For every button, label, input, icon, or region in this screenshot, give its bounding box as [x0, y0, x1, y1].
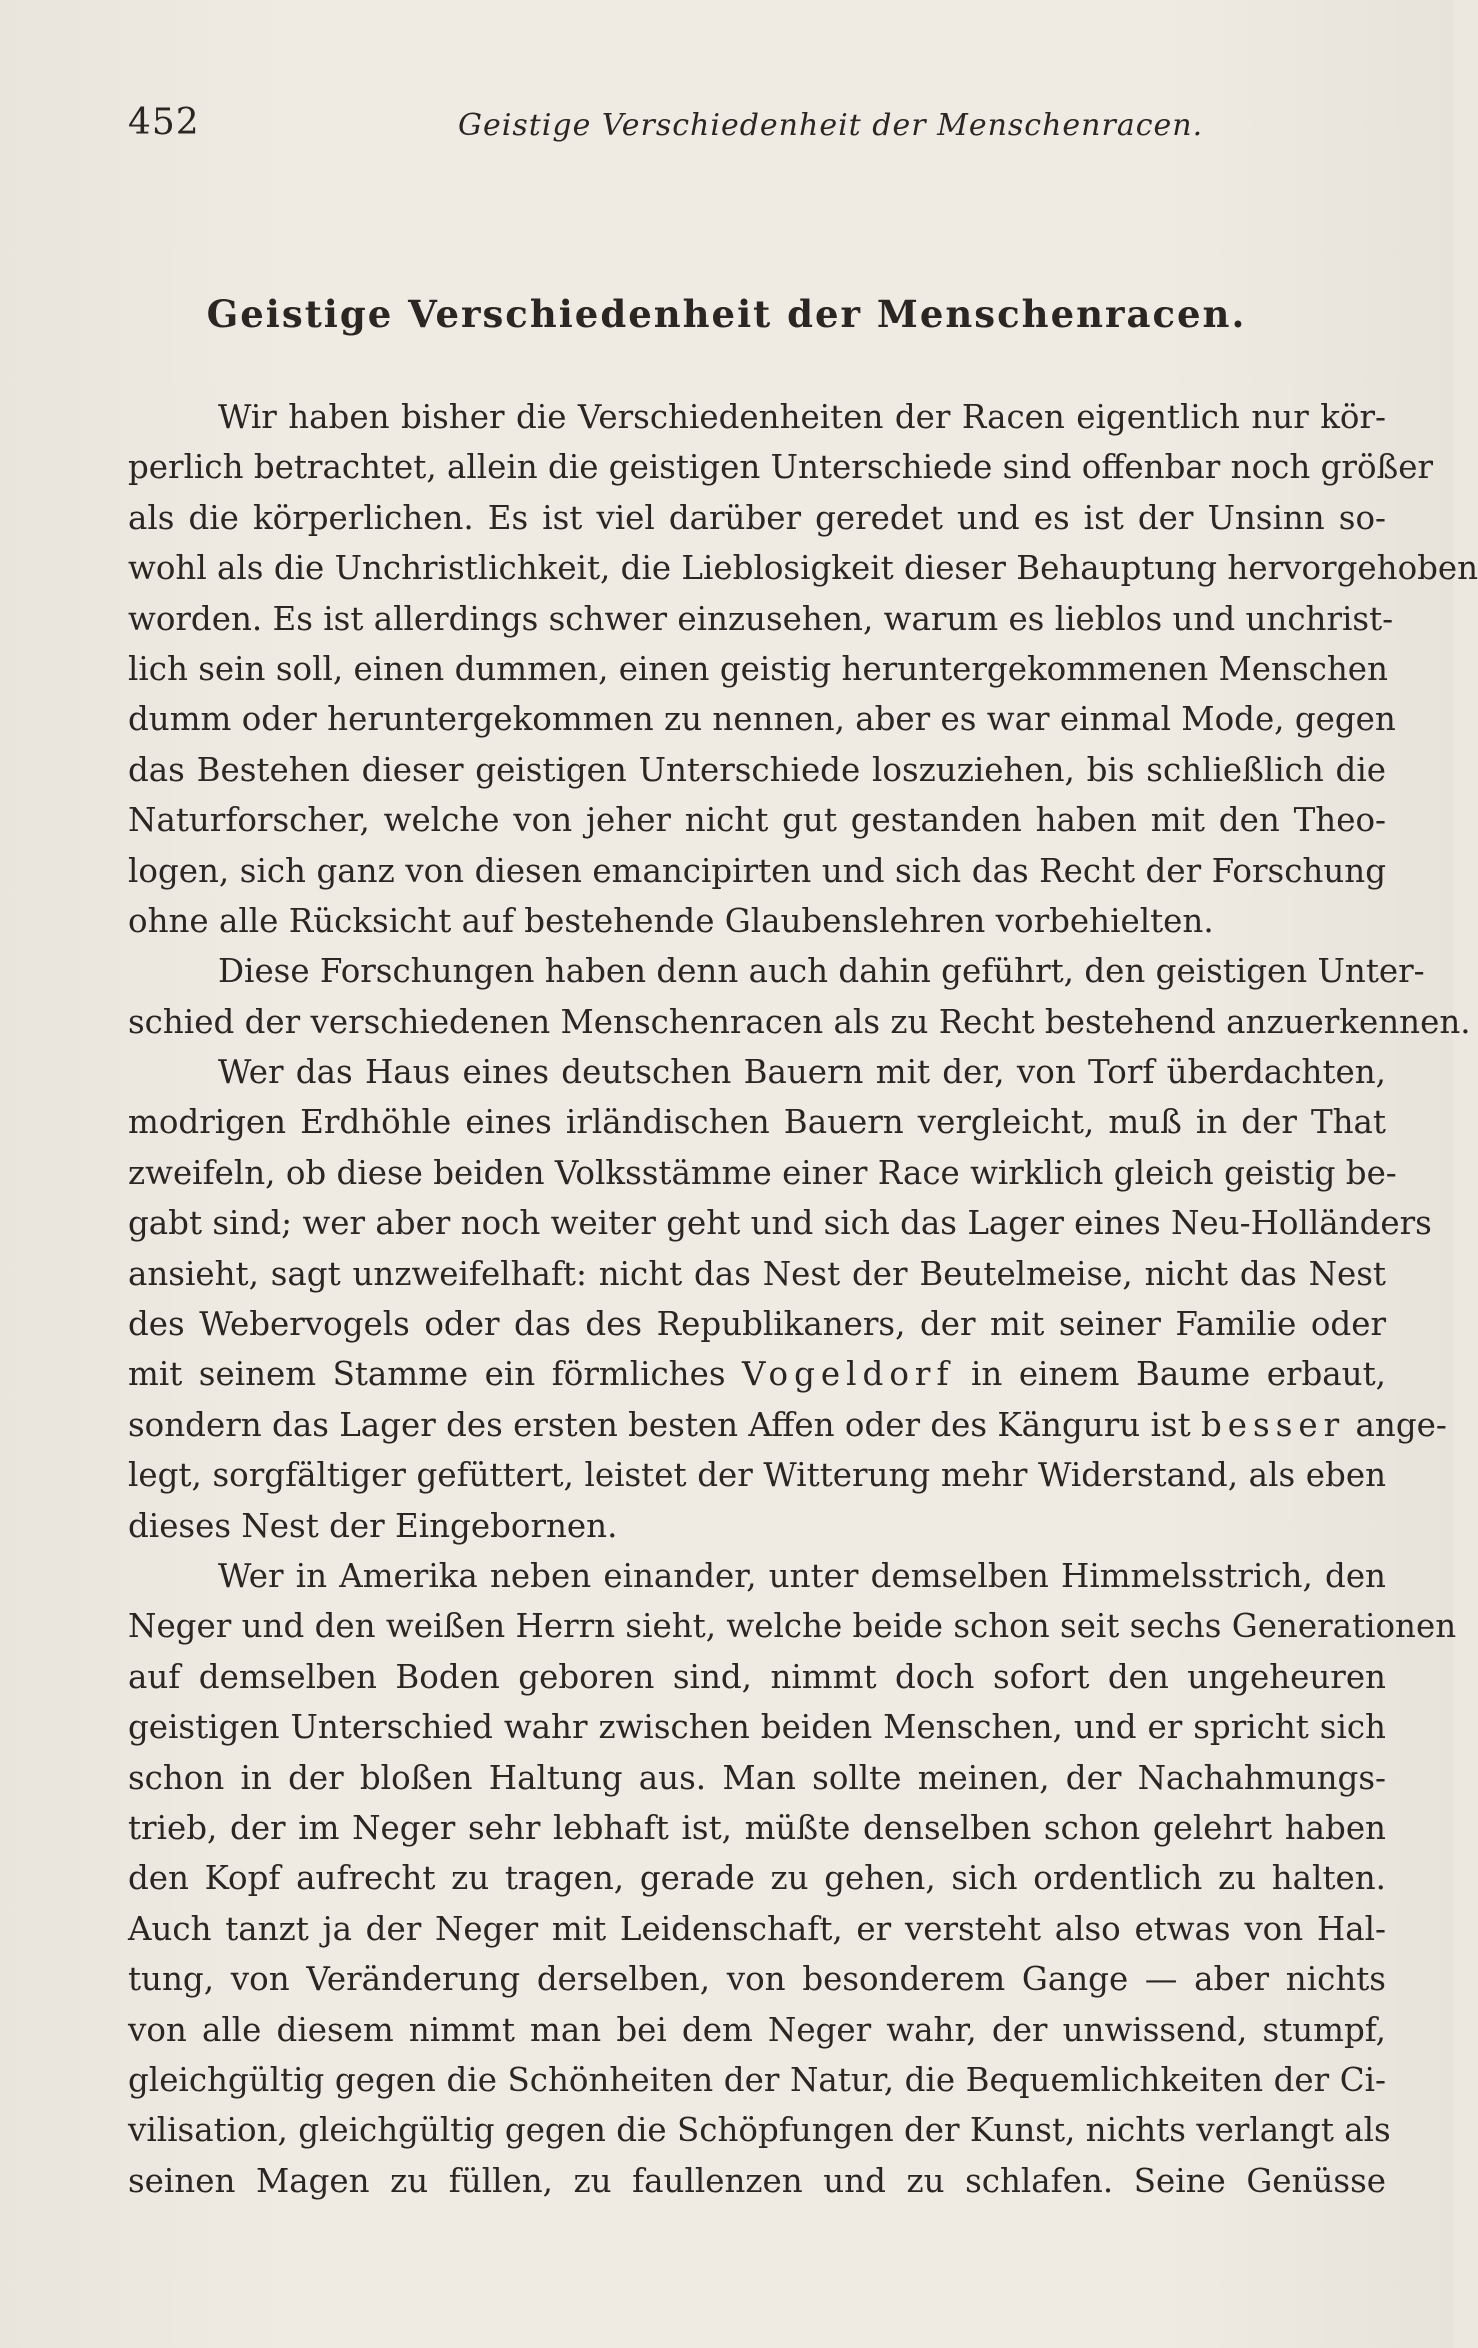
emphasized-word: besser: [1201, 1405, 1346, 1444]
text-line: lich sein soll, einen dummen, einen geistig heruntergekommenen Menschen: [128, 649, 1388, 688]
text-line-emphasis: [128, 1400, 1447, 1450]
text-line: Wir haben bisher die Verschiedenheiten der Racen eigentlich nur kör-: [218, 398, 1386, 436]
text-line: auf demselben Boden geboren sind, nimmt doch sofort den ungeheuren: [128, 1657, 1386, 1696]
text-line: Diese Forschungen haben denn auch dahin geführt, den geistigen Unter-: [218, 952, 1425, 991]
text-segment: in einem Baume erbaut,: [970, 1355, 1386, 1394]
text-segment: sondern das Lager des ersten besten Affen oder des Känguru ist: [128, 1405, 1191, 1444]
text-segment: ange-: [1355, 1405, 1447, 1444]
text-line: dumm oder heruntergekommen zu nennen, aber es war einmal Mode, gegen: [128, 700, 1396, 739]
text-line: perlich betrachtet, allein die geistigen Unterschiede sind offenbar noch größer: [128, 448, 1433, 487]
text-line: modrigen Erdhöhle eines irländischen Bauern vergleicht, muß in der That: [128, 1103, 1386, 1142]
text-line: gabt sind; wer aber noch weiter geht und sich das Lager eines Neu-Holländers: [128, 1204, 1432, 1243]
text-line: ohne alle Rücksicht auf bestehende Glaubenslehren vorbehielten.: [128, 901, 1214, 940]
text-line: worden. Es ist allerdings schwer einzusehen, warum es lieblos und unchrist-: [128, 599, 1394, 638]
text-line-emphasis: [128, 1349, 1386, 1399]
running-title: Geistige Verschiedenheit der Menschenracen.: [458, 108, 1204, 143]
text-line: schon in der bloßen Haltung aus. Man sollte meinen, der Nachahmungs-: [128, 1758, 1386, 1797]
chapter-title: Geistige Verschiedenheit der Menschenracen.: [206, 292, 1247, 336]
text-segment: mit seinem Stamme ein förmliches: [128, 1355, 726, 1394]
running-head: [128, 102, 1378, 152]
text-line: schied der verschiedenen Menschenracen als zu Recht bestehend anzuerkennen.: [128, 1002, 1471, 1041]
text-line: Wer das Haus eines deutschen Bauern mit der, von Torf überdachten,: [218, 1053, 1386, 1092]
text-line: seinen Magen zu füllen, zu faullenzen und zu schlafen. Seine Genüsse: [128, 2161, 1386, 2200]
text-line: wohl als die Unchristlichkeit, die Lieblosigkeit dieser Behauptung hervorgehoben: [128, 549, 1478, 588]
text-line: zweifeln, ob diese beiden Volksstämme einer Race wirklich gleich geistig be-: [128, 1153, 1397, 1192]
body-text: [128, 392, 1478, 2206]
text-line: des Webervogels oder das des Republikaners, der mit seiner Familie oder: [128, 1305, 1386, 1344]
text-line: Naturforscher, welche von jeher nicht gut gestanden haben mit den Theo-: [128, 801, 1386, 840]
text-line: vilisation, gleichgültig gegen die Schöpfungen der Kunst, nichts verlangt als: [128, 2111, 1391, 2150]
page-number: 452: [128, 102, 200, 143]
text-line: Auch tanzt ja der Neger mit Leidenschaft, er versteht also etwas von Hal-: [128, 1909, 1386, 1948]
emphasized-word: Vogeldorf: [742, 1355, 955, 1394]
text-line: ansieht, sagt unzweifelhaft: nicht das Nest der Beutelmeise, nicht das Nest: [128, 1254, 1386, 1293]
text-line: gleichgültig gegen die Schönheiten der Natur, die Bequemlichkeiten der Ci-: [128, 2060, 1386, 2099]
text-line: legt, sorgfältiger gefüttert, leistet der Witterung mehr Widerstand, als eben: [128, 1456, 1386, 1495]
text-line: Wer in Amerika neben einander, unter demselben Himmelsstrich, den: [218, 1556, 1386, 1595]
text-line: dieses Nest der Eingebornen.: [128, 1506, 618, 1545]
text-line: logen, sich ganz von diesen emancipirten und sich das Recht der Forschung: [128, 851, 1386, 890]
text-line: von alle diesem nimmt man bei dem Neger wahr, der unwissend, stumpf,: [128, 2010, 1386, 2049]
text-line: geistigen Unterschied wahr zwischen beiden Menschen, und er spricht sich: [128, 1708, 1386, 1747]
text-line: das Bestehen dieser geistigen Unterschiede loszuziehen, bis schließlich die: [128, 750, 1386, 789]
text-line: trieb, der im Neger sehr lebhaft ist, müßte denselben schon gelehrt haben: [128, 1808, 1386, 1847]
text-line: Neger und den weißen Herrn sieht, welche beide schon seit sechs Generationen: [128, 1607, 1457, 1646]
text-line: den Kopf aufrecht zu tragen, gerade zu gehen, sich ordentlich zu halten.: [128, 1859, 1386, 1898]
text-line: als die körperlichen. Es ist viel darüber geredet und es ist der Unsinn so-: [128, 498, 1386, 537]
text-line: tung, von Veränderung derselben, von besonderem Gange — aber nichts: [128, 1960, 1386, 1999]
